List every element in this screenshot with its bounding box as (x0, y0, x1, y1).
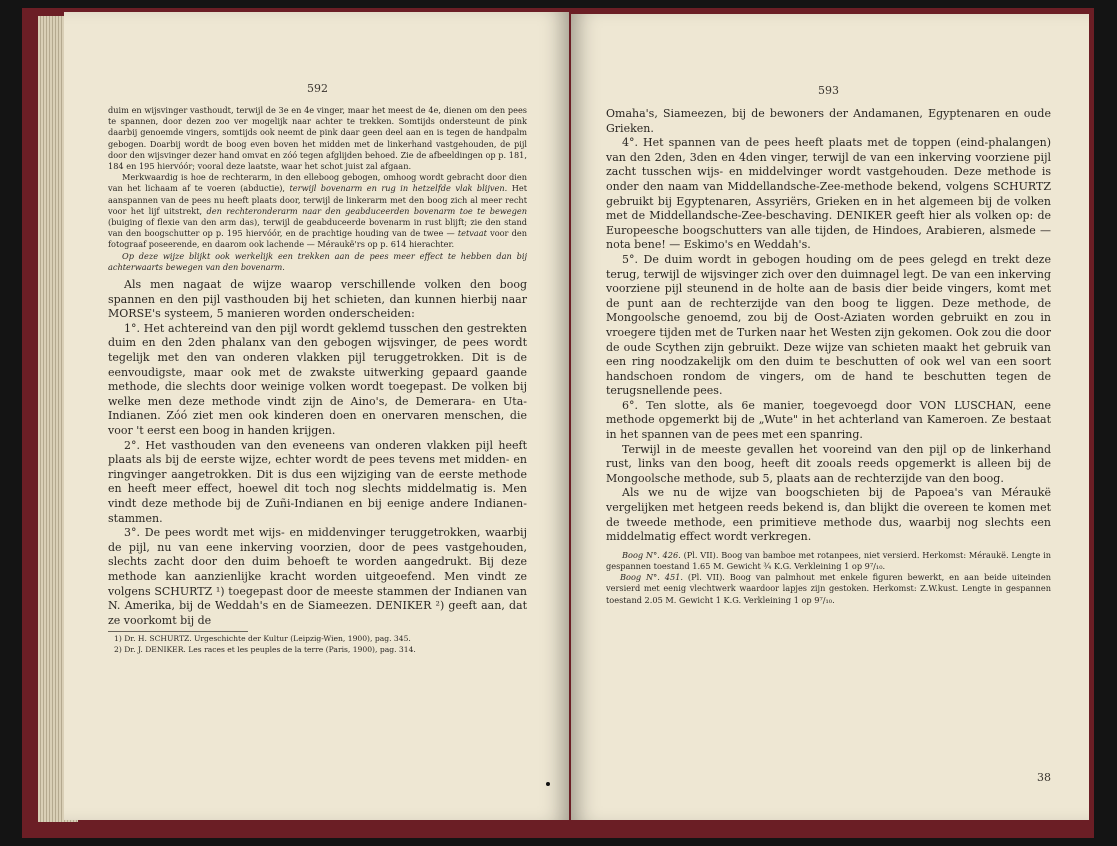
paragraph: Als we nu de wijze van boogschieten bij de Papoea's van Méraukë vergelijken met hetgeen reeds bekend is, dan blijkt die overeen te komen met de tweede methode, een primitieve methode dus, waarbij nog slechts een middelmatig effect wordt verkregen. (606, 486, 1051, 544)
paragraph: Terwijl in de meeste gevallen het vooreind van den pijl op de linkerhand rust, links van den boog, heeft dit zooals reeds opgemerkt is alleen bij de Mongoolsche methode, sub 5, plaats aan de rechterzijde van den boog. (606, 442, 1051, 485)
footnote-rule (108, 631, 248, 632)
small-paragraph-italic: Op deze wijze blijkt ook werkelijk een trekken aan de pees meer effect te hebben dan bij achterwaarts bewegen van den bovenarm. (108, 250, 527, 272)
paragraph: 2°. Het vasthouden van den eveneens van onderen vlakken pijl heeft plaats als bij de eerste wijze, echter wordt de pees tevens met midden- en ringvinger aangetrokken. Dit is dus een wijziging van de eerste methode en heeft meer effect, hoewel dit toch nog slechts middelmatig is. Men vindt deze methode bij de Zuñi-Indianen en bij eenige andere Indianen-stammen. (108, 438, 527, 525)
right-page (571, 14, 1089, 820)
ink-spot (546, 782, 550, 786)
paragraph: 4°. Het spannen van de pees heeft plaats met de toppen (eind-phalangen) van den 2den, 3den en 4den vinger, terwijl de van een inkerving voorziene pijl zacht tusschen wijs- en middelvinger wordt vastgehouden. Deze methode is onder den naam van Middellandsche-Zee-methode bekend, volgens SCHURTZ gebruikt bij Egyptenaren, Assyriërs, Grieken en in het algemeen bij de volken met de Middellandsche-Zee-beschaving. DENIKER geeft hier als volken op: de Europeesche boogschutters van alle tijden, de Hindoes, Arabieren, alsmede — nota bene! — Eskimo's en Weddah's. (606, 136, 1051, 252)
paragraph: Omaha's, Siameezen, bij de bewoners der Andamanen, Egyptenaren en oude Grieken. (606, 107, 1051, 135)
paragraph: Als men nagaat de wijze waarop verschillende volken den boog spannen en den pijl vasthouden bij het schieten, dan kunnen hierbij naar MORSE's systeem, 5 manieren worden onderscheiden: (108, 278, 527, 321)
footnote: 1) Dr. H. SCHURTZ. Urgeschichte der Kultur (Leipzig-Wien, 1900), pag. 345. (114, 634, 411, 644)
object-note: Boog N°. 426. (Pl. VII). Boog van bamboe met rotanpees, niet versierd. Herkomst: Méraukë. Lengte in gespannen toestand 1.65 M. Gewicht ¾ K.G. Verkleining 1 op 9⁷/₁₀. (606, 549, 1051, 572)
paragraph: 3°. De pees wordt met wijs- en middenvinger teruggetrokken, waarbij de pijl, nu van eene inkerving voorzien, door de pees vastgehouden, slechts zacht door den duim behoeft te worden aangedrukt. Bij deze methode kan aanzienlijke kracht worden uitgeoefend. Men vindt ze volgens SCHURTZ ¹) toegepast door de meeste stammen der Indianen van N. Amerika, bij de Weddah's en de Siameezen. DENIKER ²) geeft aan, dat ze voorkomt bij de (108, 526, 527, 627)
page-number: 592 (307, 82, 328, 95)
left-page (64, 12, 569, 820)
footnote: 2) Dr. J. DENIKER. Les races et les peuples de la terre (Paris, 1900), pag. 314. (114, 644, 416, 654)
paragraph: 6°. Ten slotte, als 6e manier, toegevoegd door VON LUSCHAN, eene methode opgemerkt bij de „Wute" in het achterland van Kameroen. Ze bestaat in het spannen van de pees met een spanring. (606, 398, 1051, 442)
paragraph: 1°. Het achtereind van den pijl wordt geklemd tusschen den gestrekten duim en den 2den phalanx van den gebogen wijsvinger, de pees wordt tegelijk met den van onderen vlakken pijl teruggetrokken. Dit is de eenvoudigste, maar ook met de zwakste uitwerking gepaard gaande methode, die slechts door weinige volken wordt toegepast. De volken bij welke men deze methode vindt zijn de Aino's, de Demerara- en Uta-Indianen. Zóó ziet men ook kinderen doen en onervaren menschen, die voor 't eerst een boog in handen krijgen. (108, 321, 527, 437)
small-paragraph: Merkwaardig is hoe de rechterarm, in den elleboog gebogen, omhoog wordt gebracht door dien van het lichaam af te voeren (abductie), terwijl bovenarm en rug in hetzelfde vlak blijven. Het aanspannen van de pees nu heeft plaats door, terwijl de linkerarm met den boog zich al meer recht voor het lijf uitstrekt, den rechteronderarm naar den geabduceerden bovenarm toe te bewegen (buiging of flexie van den arm das), terwijl de geabduceerde bovenarm in rust blijft; zie den stand van den boogschutter op p. 195 hiervóór, en de prachtige houding van de twee — tetvaat voor den fotograaf poseerende, en daarom ook lachende — Méraukë'rs op p. 614 hierachter. (108, 172, 528, 250)
paragraph: 5°. De duim wordt in gebogen houding om de pees gelegd en trekt deze terug, terwijl de wijsvinger zich over den duimnagel legt. De van een inkerving voorziene pijl steunend in de holte aan de basis dier beide vingers, komt met de punt aan de rechterzijde van den boog te liggen. Deze methode, de Mongoolsche genoemd, zou bij de Oost-Aziaten worden gebruikt en zou in vroegere tijden met de Turken naar het Westen zijn gekomen. Ook zou die door de oude Scythen zijn gebruikt. Deze wijze van schieten maakt het gebruik van een ring noodzakelijk om den duim te beschutten of ook wel van een soort handschoen rondom de vingers, om de hand te beschutten tegen de terugsnellende pees. (606, 252, 1051, 398)
object-note: Boog N°. 451. (Pl. VII). Boog van palmhout met enkele figuren bewerkt, en aan beide uiteinden versierd met eenig vlechtwerk waardoor lapjes zijn gestoken. Herkomst: Z.W.kust. Lengte in gespannen toestand 2.05 M. Gewicht 1 K.G. Verkleining 1 op 9⁷/₁₀. (606, 572, 1051, 605)
page-number: 593 (818, 84, 839, 97)
signature-mark: 38 (1037, 771, 1051, 784)
small-paragraph: duim en wijsvinger vasthoudt, terwijl de 3e en 4e vinger, maar het meest de 4e, dienen om den pees te spannen, door dezen zoo ver mogelijk naar achter te trekken. Somtijds ondersteunt de pink daarbij genoemde vingers, somtijds ook neemt de pink daar geen deel aan en is tegen de handpalm gebogen. Doarbij wordt de boog even boven het midden met de linkerhand vastgehouden, de pijl door den wijsvinger dezer hand omvat en zóó tegen afglijden behoed. Zie de afbeeldingen op p. 181, 184 en 195 hiervóór; vooral deze laatste, waar het schot juist zal afgaan. (108, 105, 527, 172)
